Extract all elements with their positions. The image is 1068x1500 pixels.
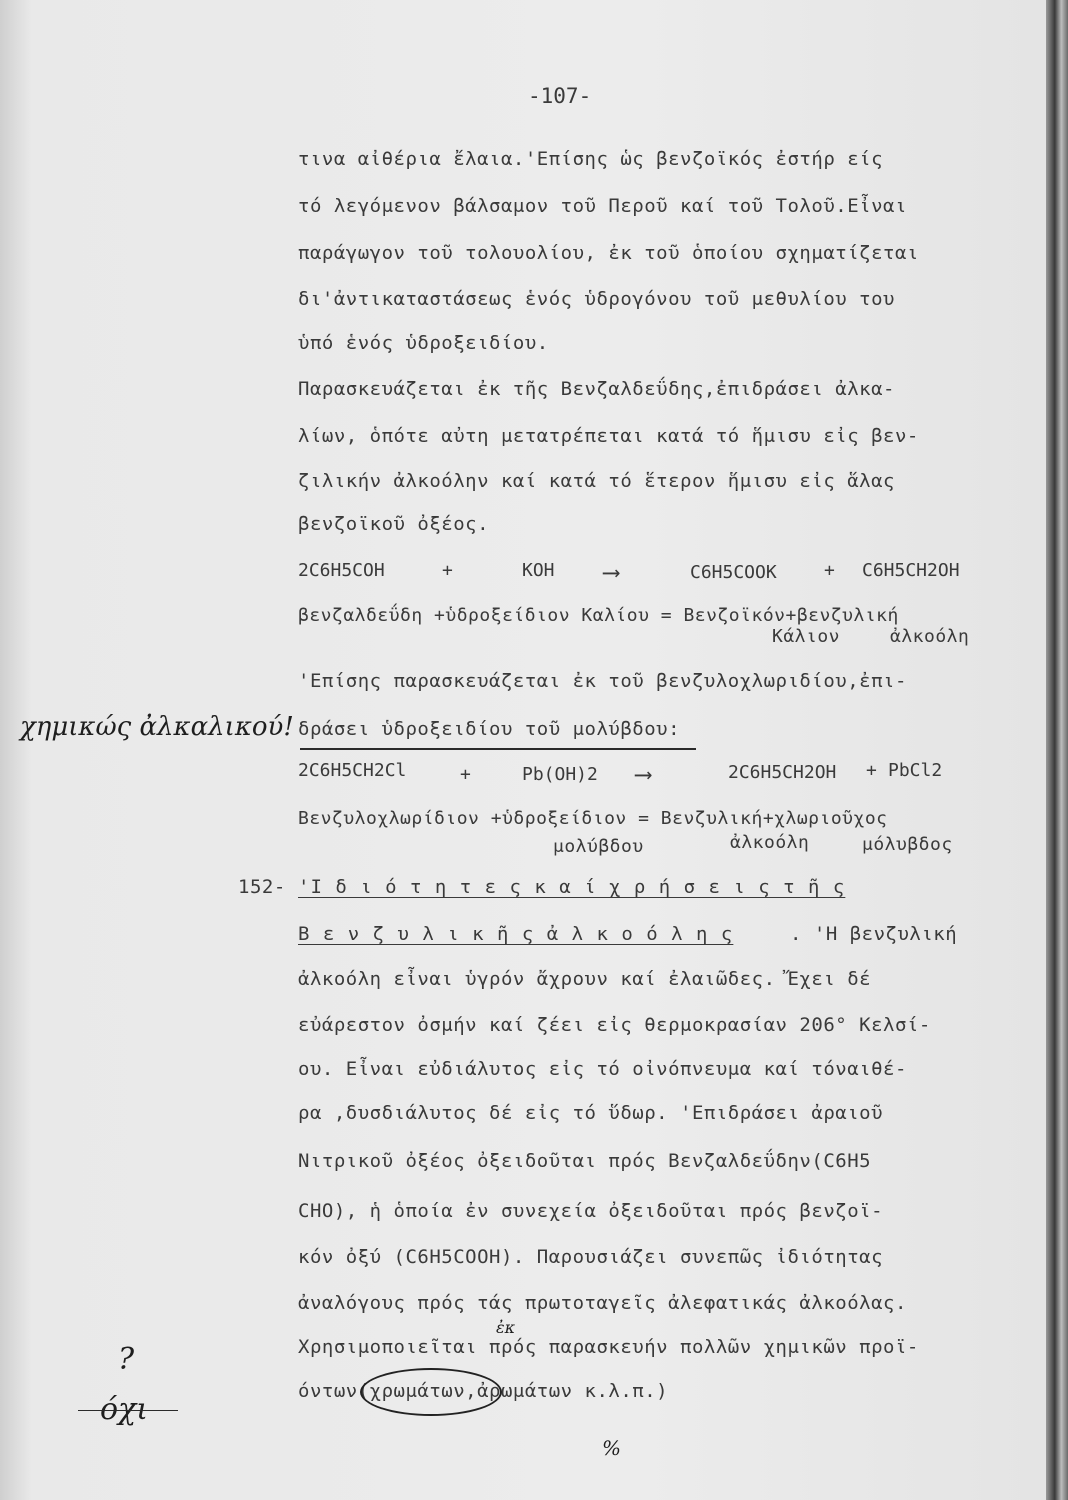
margin-strike [78,1410,178,1411]
eq2-product2: PbCl2 [888,760,943,781]
section-heading-line1: 'Ι δ ι ό τ η τ ε ς κ α ί χ ρ ή σ ε ι ς τ ῆ ς [298,876,846,898]
footer-mark: % [602,1436,622,1460]
margin-note-no: όχι [100,1392,149,1427]
page-number: -107- [528,84,592,108]
paragraph1-line: ὑπό ἑνός ὑδροξειδίου. [298,332,549,354]
eq2-names-molyvdou: μολύβδου [553,836,644,857]
binding-edge [1046,0,1068,1500]
section-body-line: κόν ὀξύ (C6H5COOH). Παρουσιάζει συνεπῶς ἰδιότητας [298,1246,884,1268]
eq1-reactant1: 2C6H5COH [298,560,385,581]
eq1-plus1: + [442,560,453,581]
eq2-plus2: + [866,760,877,781]
eq1-names-kalion: Κάλιον [772,626,841,647]
paragraph2-line: βενζοϊκοῦ ὀξέος. [298,513,490,535]
paragraph1-line: παράγωγον τοῦ τολουολίου, ἐκ τοῦ ὁποίου σχηματίζεται [298,242,919,264]
section-body-line: CHO), ἡ ὁποία ἐν συνεχεία ὀξειδοῦται πρός βενζοϊ- [298,1200,884,1222]
eq1-plus2: + [824,560,835,581]
paragraph2-line: λίων, ὁπότε αὐτη μετατρέπεται κατά τό ἥμισυ εἰς βεν- [298,425,919,447]
paragraph1-line: τινα αἰθέρια ἔλαια.'Επίσης ὡς βενζοϊκός ἐστήρ είς [298,148,884,170]
section-body-line: ἀλκοόλη εἶναι ὑγρόν ἄχρουν καί ἐλαιῶδες. Ἔχει δέ [298,968,872,990]
paragraph2-line: ζιλικήν ἀλκοόλην καί κατά τό ἕτερον ἥμισυ εἰς ἅλας [298,470,895,492]
handwritten-circle [360,1368,502,1416]
eq1-arrow: ⟶ [604,558,619,586]
section-heading-tail: . 'Η βενζυλική [790,923,958,945]
eq2-plus1: + [460,764,471,785]
section-body-line: ρα ,δυσδιάλυτος δέ εἰς τό ὕδωρ. 'Επιδράσει ἀραιοῦ [298,1102,884,1124]
eq1-reactant2: KOH [522,560,555,581]
eq2-product1: 2C6H5CH2OH [728,762,837,783]
eq2-reactant2: Pb(OH)2 [522,764,598,785]
eq2-reactant1: 2C6H5CH2Cl [298,760,407,781]
paragraph1-line: τό λεγόμενον βάλσαμον τοῦ Περοῦ καί τοῦ Τολοῦ.Εἶναι [298,195,907,217]
eq2-names-alkool: ἀλκοόλη [730,832,810,853]
paragraph3-line: δράσει ὑδροξειδίου τοῦ μολύβδου: [298,718,681,740]
paragraph2-line: Παρασκευάζεται ἐκ τῆς Βενζαλδεΰδης,ἐπιδράσει ἀλκα- [298,378,895,400]
insertion-note: ἐκ [496,1318,516,1337]
eq1-product1: C6H5COOK [690,562,777,583]
eq2-arrow: ⟶ [636,760,651,788]
eq2-names-molyvdos: μόλυβδος [862,834,953,855]
margin-note-chemical: χημικώς ἀλκαλικού! [20,712,294,742]
section-number: 152- [238,876,286,898]
section-body-line: Νιτρικοῦ ὀξέος ὀξειδοῦται πρός Βενζαλδεΰδην(C6H5 [298,1150,872,1172]
eq1-product2: C6H5CH2OH [862,560,960,581]
paragraph3-line: 'Επίσης παρασκευάζεται ἐκ τοῦ βενζυλοχλωριδίου,ἐπι- [298,670,907,692]
eq1-names: βενζαλδεΰδη +ὑδροξείδιον Καλίου = Βενζοϊκόν+βενζυλική [298,605,899,626]
eq1-names-alkool: ἀλκοόλη [890,626,970,647]
eq2-names: Βενζυλοχλωρίδιον +ὑδροξείδιον = Βενζυλική+χλωριοῦχος [298,808,888,829]
section-body-line: ἀναλόγους πρός τάς πρωτοταγεῖς ἀλεφατικάς ἀλκοόλας. [298,1292,907,1314]
section-body-line: ου. Εἶναι εὐδιάλυτος εἰς τό οἰνόπνευμα καί τόναιθέ- [298,1058,907,1080]
section-body-line: όντων(χρωμάτων,ἀρωμάτων κ.λ.π.) [298,1380,669,1402]
margin-note-question: ? [118,1342,135,1377]
paragraph1-line: δι'ἀντικαταστάσεως ἑνός ὑδρογόνου τοῦ μεθυλίου του [298,288,895,310]
section-heading-line2: Β ε ν ζ υ λ ι κ ῆ ς ἀ λ κ ο ό λ η ς [298,923,734,945]
section-body-line: εὐάρεστον ὀσμήν καί ζέει εἰς θερμοκρασίαν 206° Κελσί- [298,1014,931,1036]
handwritten-underline [300,748,696,750]
section-body-line: Χρησιμοποιεῖται πρός παρασκευήν πολλῶν χημικῶν προϊ- [298,1336,919,1358]
